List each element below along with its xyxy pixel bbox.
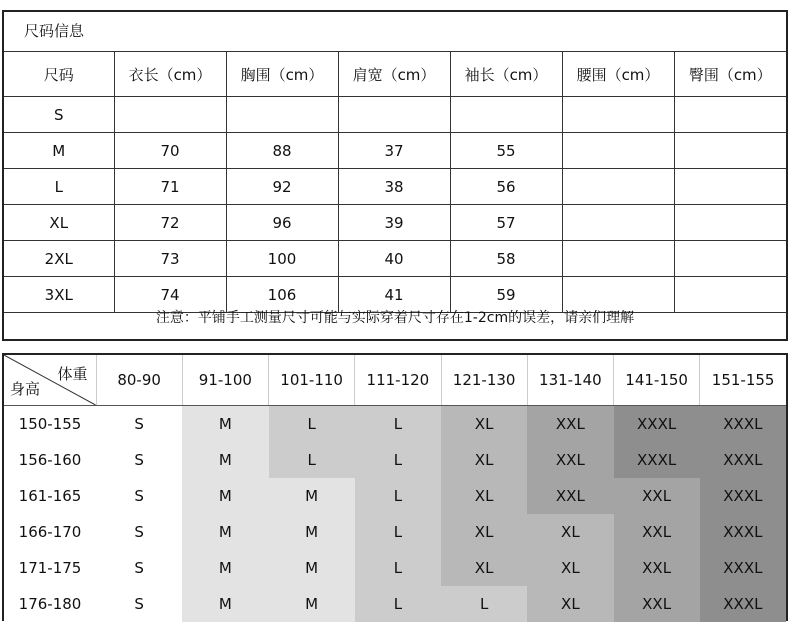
recommended-size-cell: XXL [614, 478, 700, 514]
size-label-cell: 2XL [4, 241, 114, 277]
size-value-cell [674, 241, 786, 277]
size-value-cell: 71 [114, 169, 226, 205]
size-label-cell: S [4, 97, 114, 133]
height-row [4, 586, 786, 622]
size-value-cell [562, 169, 674, 205]
recommended-size-cell: XXL [527, 442, 613, 478]
recommended-size-cell: M [182, 550, 268, 586]
recommended-size-cell: M [269, 550, 355, 586]
size-value-cell [562, 97, 674, 133]
size-label-cell: 3XL [4, 277, 114, 313]
size-header-row [4, 52, 786, 97]
recommended-size-cell: L [355, 550, 441, 586]
weight-header-row [4, 355, 786, 406]
weight-header-cell: 151-155 [700, 355, 786, 406]
recommended-size-cell: M [269, 478, 355, 514]
recommended-size-cell: XL [441, 478, 527, 514]
recommended-size-cell: XXXL [700, 406, 786, 443]
size-value-cell: 74 [114, 277, 226, 313]
recommended-size-cell: XXXL [700, 478, 786, 514]
recommended-size-cell: M [182, 586, 268, 622]
size-value-cell [562, 241, 674, 277]
size-info-table [2, 10, 788, 341]
height-label-cell: 166-170 [18, 523, 82, 541]
size-row [4, 133, 786, 169]
recommended-size-cell: M [182, 514, 268, 550]
recommended-size-cell: S [96, 478, 182, 514]
recommended-size-cell: XXL [614, 550, 700, 586]
height-row [4, 406, 786, 443]
recommended-size-cell: S [96, 550, 182, 586]
recommended-size-cell: XXXL [614, 442, 700, 478]
size-row [4, 169, 786, 205]
size-header-cell: 腰围（cm） [562, 52, 674, 97]
recommended-size-cell: M [182, 442, 268, 478]
recommended-size-cell: XXL [527, 406, 613, 443]
size-value-cell [226, 97, 338, 133]
size-value-cell [674, 205, 786, 241]
size-value-cell [562, 133, 674, 169]
recommended-size-cell: S [96, 514, 182, 550]
weight-header-cell: 80-90 [96, 355, 182, 406]
size-header-cell: 尺码 [4, 52, 114, 97]
recommended-size-cell: L [355, 406, 441, 443]
recommended-size-cell: XXL [527, 478, 613, 514]
size-value-cell: 106 [226, 277, 338, 313]
size-value-cell: 73 [114, 241, 226, 277]
recommended-size-cell: XXXL [700, 550, 786, 586]
recommended-size-cell: M [269, 586, 355, 622]
weight-header-cell: 131-140 [527, 355, 613, 406]
height-label-cell: 150-155 [18, 415, 82, 433]
recommended-size-cell: XXL [614, 586, 700, 622]
recommended-size-cell: XXXL [700, 586, 786, 622]
recommended-size-cell: XL [527, 514, 613, 550]
size-label-cell: L [4, 169, 114, 205]
recommended-size-cell: XXXL [614, 406, 700, 443]
recommended-size-cell: XL [441, 442, 527, 478]
size-header-cell: 肩宽（cm） [338, 52, 450, 97]
recommended-size-cell: L [355, 514, 441, 550]
size-row [4, 97, 786, 133]
recommended-size-cell: XXXL [700, 442, 786, 478]
size-value-cell [562, 205, 674, 241]
size-value-cell: 58 [450, 241, 562, 277]
recommended-size-cell: L [269, 406, 355, 443]
recommended-size-cell: XXL [614, 514, 700, 550]
measurement-note: 注意：平铺手工测量尺寸可能与实际穿着尺寸存在1-2cm的误差，请亲们理解 [155, 310, 635, 326]
size-value-cell [114, 97, 226, 133]
recommended-size-cell: L [355, 442, 441, 478]
size-header-cell: 胸围（cm） [226, 52, 338, 97]
size-header-cell: 臀围（cm） [674, 52, 786, 97]
recommended-size-cell: M [182, 478, 268, 514]
size-header-cell: 衣长（cm） [114, 52, 226, 97]
size-label-cell: XL [4, 205, 114, 241]
size-row [4, 241, 786, 277]
recommended-size-cell: L [441, 586, 527, 622]
weight-header-cell: 101-110 [269, 355, 355, 406]
size-value-cell: 55 [450, 133, 562, 169]
size-value-cell: 41 [338, 277, 450, 313]
recommended-size-cell: S [96, 406, 182, 443]
height-row [4, 550, 786, 586]
size-value-cell: 72 [114, 205, 226, 241]
weight-height-grid [4, 355, 786, 622]
recommended-size-cell: L [355, 478, 441, 514]
corner-cell [4, 355, 96, 406]
height-row [4, 514, 786, 550]
size-value-cell [674, 133, 786, 169]
size-value-cell: 40 [338, 241, 450, 277]
weight-header-cell: 121-130 [441, 355, 527, 406]
weight-header-cell: 111-120 [355, 355, 441, 406]
size-value-cell: 38 [338, 169, 450, 205]
size-header-cell: 袖长（cm） [450, 52, 562, 97]
size-value-cell [674, 169, 786, 205]
weight-height-table [2, 353, 788, 621]
height-label-cell: 176-180 [18, 595, 82, 613]
height-label-cell: 171-175 [18, 559, 82, 577]
size-value-cell [674, 97, 786, 133]
size-label-cell: M [4, 133, 114, 169]
size-row [4, 205, 786, 241]
size-value-cell: 88 [226, 133, 338, 169]
weight-header-cell: 91-100 [182, 355, 268, 406]
size-table-title: 尺码信息 [4, 12, 786, 52]
size-value-cell: 70 [114, 133, 226, 169]
size-value-cell: 39 [338, 205, 450, 241]
size-value-cell: 100 [226, 241, 338, 277]
size-value-cell [450, 97, 562, 133]
recommended-size-cell: XL [441, 550, 527, 586]
recommended-size-cell: XL [527, 586, 613, 622]
recommended-size-cell: L [355, 586, 441, 622]
corner-height-label: 身高 [10, 380, 41, 398]
size-value-cell: 57 [450, 205, 562, 241]
recommended-size-cell: M [269, 514, 355, 550]
recommended-size-cell: XXXL [700, 514, 786, 550]
recommended-size-cell: L [269, 442, 355, 478]
recommended-size-cell: XL [441, 514, 527, 550]
height-label-cell: 156-160 [18, 451, 82, 469]
size-value-cell: 96 [226, 205, 338, 241]
size-grid [4, 52, 786, 313]
recommended-size-cell: S [96, 442, 182, 478]
height-row [4, 478, 786, 514]
weight-header-cell: 141-150 [614, 355, 700, 406]
corner-weight-label: 体重 [57, 365, 88, 383]
height-row [4, 442, 786, 478]
size-value-cell: 56 [450, 169, 562, 205]
size-value-cell [338, 97, 450, 133]
recommended-size-cell: XL [441, 406, 527, 443]
size-value-cell: 92 [226, 169, 338, 205]
recommended-size-cell: XL [527, 550, 613, 586]
size-value-cell: 59 [450, 277, 562, 313]
recommended-size-cell: M [182, 406, 268, 443]
height-label-cell: 161-165 [18, 487, 82, 505]
size-value-cell: 37 [338, 133, 450, 169]
recommended-size-cell: S [96, 586, 182, 622]
